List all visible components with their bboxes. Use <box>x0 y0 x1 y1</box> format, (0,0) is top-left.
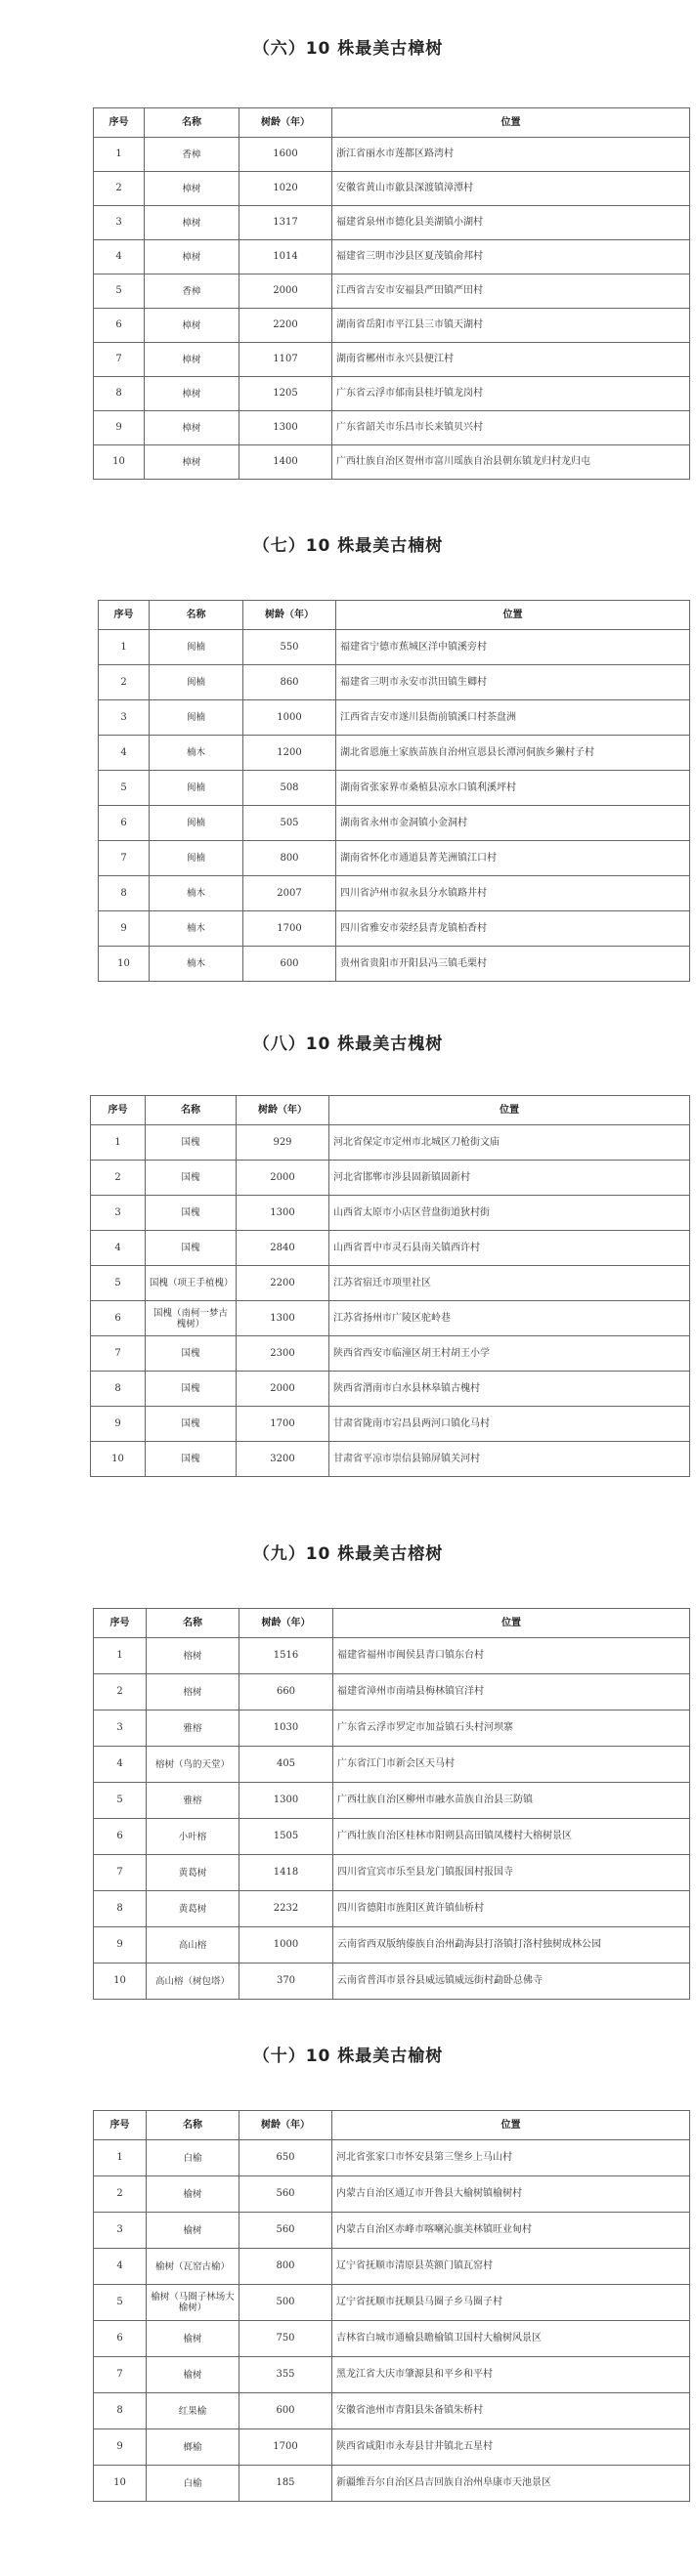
table-row <box>91 1442 690 1477</box>
cell-no: 9 <box>94 1927 147 1964</box>
header-no: 序号 <box>94 1609 147 1638</box>
cell-age: 2000 <box>239 274 332 309</box>
table-row <box>91 1161 690 1196</box>
cell-age: 185 <box>239 2466 332 2502</box>
table-row <box>91 1336 690 1372</box>
cell-no: 1 <box>94 138 145 172</box>
table-row <box>94 138 690 172</box>
cell-no: 6 <box>99 806 150 841</box>
cell-location: 黑龙江省大庆市肇源县和平乡和平村 <box>332 2357 690 2393</box>
header-name: 名称 <box>147 1609 239 1638</box>
table-row <box>94 2466 690 2502</box>
cell-location: 广东省云浮市郁南县桂圩镇龙岗村 <box>332 377 690 411</box>
cell-age: 929 <box>237 1125 329 1161</box>
cell-no: 7 <box>94 2357 147 2393</box>
cell-no: 5 <box>99 771 150 806</box>
cell-no: 6 <box>94 1819 147 1855</box>
cell-no: 6 <box>94 309 145 343</box>
cell-no: 1 <box>99 630 150 665</box>
header-age: 树龄（年） <box>239 1609 333 1638</box>
cell-location: 河北省邯郸市涉县固新镇固新村 <box>329 1161 690 1196</box>
header-location: 位置 <box>332 2111 690 2140</box>
cell-no: 2 <box>94 1674 147 1710</box>
cell-no: 6 <box>94 2321 147 2357</box>
cell-location: 内蒙古自治区通辽市开鲁县大榆树镇榆树村 <box>332 2176 690 2213</box>
cell-location: 福建省福州市闽侯县青口镇东台村 <box>333 1638 690 1674</box>
table-row <box>94 2357 690 2393</box>
cell-name: 樟树 <box>145 445 239 480</box>
cell-name: 国槐 <box>146 1125 237 1161</box>
cell-location: 辽宁省抚顺市抚顺县马圈子乡马圈子村 <box>332 2285 690 2321</box>
cell-no: 4 <box>91 1231 146 1266</box>
header-name: 名称 <box>146 1096 237 1125</box>
table-row <box>91 1407 690 1442</box>
cell-name: 榆树（瓦窑古榆） <box>147 2249 239 2285</box>
cell-name: 榆树 <box>147 2176 239 2213</box>
cell-name: 红果榆 <box>147 2393 239 2429</box>
table-row <box>94 377 690 411</box>
cell-age: 800 <box>239 2249 332 2285</box>
cell-no: 3 <box>94 1710 147 1747</box>
header-location: 位置 <box>333 1609 690 1638</box>
cell-no: 10 <box>91 1442 146 1477</box>
table-row <box>94 1927 690 1964</box>
header-no: 序号 <box>94 108 145 138</box>
cell-location: 福建省三明市永安市洪田镇生卿村 <box>336 665 690 700</box>
cell-location: 山西省晋中市灵石县南关镇西许村 <box>329 1231 690 1266</box>
cell-no: 4 <box>94 2249 147 2285</box>
table-row <box>99 947 690 982</box>
cell-age: 1600 <box>239 138 332 172</box>
phoebe-table <box>98 600 690 982</box>
cell-location: 安徽省池州市青阳县朱备镇朱桥村 <box>332 2393 690 2429</box>
cell-location: 安徽省黄山市歙县深渡镇漳潭村 <box>332 172 690 206</box>
cell-name: 雅榕 <box>147 1710 239 1747</box>
cell-location: 甘肃省陇南市宕昌县两河口镇化马村 <box>329 1407 690 1442</box>
header-location: 位置 <box>332 108 690 138</box>
cell-age: 1107 <box>239 343 332 377</box>
table-row <box>94 2249 690 2285</box>
cell-age: 560 <box>239 2176 332 2213</box>
table-row <box>94 1891 690 1927</box>
table-row <box>99 700 690 736</box>
cell-no: 8 <box>94 2393 147 2429</box>
cell-name: 楠木 <box>150 876 243 911</box>
cell-name: 国槐 <box>146 1196 237 1231</box>
cell-name: 国槐 <box>146 1231 237 1266</box>
cell-location: 甘肃省平凉市崇信县锦屏镇关河村 <box>329 1442 690 1477</box>
cell-name: 国槐 <box>146 1407 237 1442</box>
cell-name: 国槐 <box>146 1372 237 1407</box>
cell-no: 2 <box>94 2176 147 2213</box>
table-row <box>94 2213 690 2249</box>
cell-location: 江苏省扬州市广陵区驼岭巷 <box>329 1301 690 1336</box>
cell-name: 樟树 <box>145 206 239 240</box>
cell-age: 405 <box>239 1747 333 1783</box>
cell-name: 榕树 <box>147 1674 239 1710</box>
cell-age: 560 <box>239 2213 332 2249</box>
cell-no: 5 <box>91 1266 146 1301</box>
cell-location: 贵州省贵阳市开阳县冯三镇毛栗村 <box>336 947 690 982</box>
table-row <box>94 1855 690 1891</box>
section-title: （九）10 株最美古榕树 <box>252 1544 444 1564</box>
cell-location: 陕西省渭南市白水县林皋镇古槐村 <box>329 1372 690 1407</box>
cell-name: 闽楠 <box>150 806 243 841</box>
cell-no: 7 <box>91 1336 146 1372</box>
cell-age: 550 <box>243 630 336 665</box>
cell-age: 860 <box>243 665 336 700</box>
cell-name: 国槐 <box>146 1161 237 1196</box>
cell-no: 7 <box>94 1855 147 1891</box>
cell-age: 600 <box>243 947 336 982</box>
cell-name: 黄葛树 <box>147 1855 239 1891</box>
cell-location: 四川省宜宾市乐至县龙门镇报国村报国寺 <box>333 1855 690 1891</box>
header-age: 树龄（年） <box>239 2111 332 2140</box>
cell-age: 1200 <box>243 736 336 771</box>
cell-no: 10 <box>94 1964 147 2000</box>
section-title: （七）10 株最美古楠树 <box>252 536 444 556</box>
cell-name: 黄葛树 <box>147 1891 239 1927</box>
cell-location: 内蒙古自治区赤峰市喀喇沁旗美林镇旺业甸村 <box>332 2213 690 2249</box>
cell-age: 2300 <box>237 1336 329 1372</box>
cell-age: 1418 <box>239 1855 333 1891</box>
cell-age: 1205 <box>239 377 332 411</box>
header-no: 序号 <box>91 1096 146 1125</box>
cell-name: 楠木 <box>150 911 243 947</box>
cell-location: 广西壮族自治区柳州市融水苗族自治县三防镇 <box>333 1783 690 1819</box>
cell-name: 白榆 <box>147 2466 239 2502</box>
cell-location: 湖南省怀化市通道县菁芜洲镇江口村 <box>336 841 690 876</box>
cell-name: 闽楠 <box>150 665 243 700</box>
cell-age: 508 <box>243 771 336 806</box>
cell-location: 云南省西双版纳傣族自治州勐海县打洛镇打洛村独树成林公园 <box>333 1927 690 1964</box>
cell-name: 白榆 <box>147 2140 239 2176</box>
cell-no: 7 <box>94 343 145 377</box>
cell-age: 3200 <box>237 1442 329 1477</box>
table-body <box>99 630 690 982</box>
table-row <box>94 1710 690 1747</box>
table-body <box>91 1125 690 1477</box>
cell-location: 河北省保定市定州市北城区刀枪街文庙 <box>329 1125 690 1161</box>
cell-no: 2 <box>91 1161 146 1196</box>
cell-no: 2 <box>99 665 150 700</box>
header-age: 树龄（年） <box>239 108 332 138</box>
cell-age: 1400 <box>239 445 332 480</box>
table-body <box>94 1638 690 2000</box>
cell-no: 3 <box>91 1196 146 1231</box>
header-age: 树龄（年） <box>243 601 336 630</box>
cell-no: 9 <box>99 911 150 947</box>
cell-age: 2007 <box>243 876 336 911</box>
table-row <box>94 172 690 206</box>
cell-age: 2000 <box>237 1372 329 1407</box>
table-row <box>94 2321 690 2357</box>
cell-name: 闽楠 <box>150 630 243 665</box>
cell-location: 陕西省西安市临潼区胡王村胡王小学 <box>329 1336 690 1372</box>
cell-no: 8 <box>94 377 145 411</box>
table-row <box>94 1783 690 1819</box>
cell-no: 3 <box>94 2213 147 2249</box>
table-row <box>94 2176 690 2213</box>
cell-location: 湖南省张家界市桑植县凉水口镇利溪坪村 <box>336 771 690 806</box>
table-body <box>94 2140 690 2502</box>
cell-no: 5 <box>94 1783 147 1819</box>
cell-no: 7 <box>99 841 150 876</box>
header-no: 序号 <box>99 601 150 630</box>
cell-location: 福建省漳州市南靖县梅林镇官洋村 <box>333 1674 690 1710</box>
cell-name: 闽楠 <box>150 771 243 806</box>
cell-location: 云南省普洱市景谷县威远镇威远街村勐卧总佛寺 <box>333 1964 690 2000</box>
cell-location: 湖南省郴州市永兴县便江村 <box>332 343 690 377</box>
table-row <box>99 841 690 876</box>
table-row <box>91 1125 690 1161</box>
table-row <box>99 806 690 841</box>
header-name: 名称 <box>150 601 243 630</box>
cell-name: 高山榕（树包塔） <box>147 1964 239 2000</box>
cell-name: 樟树 <box>145 343 239 377</box>
cell-age: 1300 <box>237 1301 329 1336</box>
cell-no: 6 <box>91 1301 146 1336</box>
table-row <box>94 240 690 274</box>
cell-age: 650 <box>239 2140 332 2176</box>
cell-age: 370 <box>239 1964 333 2000</box>
cell-location: 山西省太原市小店区营盘街道狄村街 <box>329 1196 690 1231</box>
cell-age: 750 <box>239 2321 332 2357</box>
cell-location: 浙江省丽水市莲都区路湾村 <box>332 138 690 172</box>
cell-no: 4 <box>94 1747 147 1783</box>
cell-age: 1030 <box>239 1710 333 1747</box>
table-row <box>94 1964 690 2000</box>
cell-name: 樟树 <box>145 240 239 274</box>
cell-location: 福建省泉州市德化县美湖镇小湖村 <box>332 206 690 240</box>
cell-name: 榔榆 <box>147 2429 239 2466</box>
cell-location: 陕西省咸阳市永寿县甘井镇北五星村 <box>332 2429 690 2466</box>
cell-age: 2200 <box>239 309 332 343</box>
cell-no: 10 <box>94 445 145 480</box>
cell-location: 广东省云浮市罗定市加益镇石头村河坝寨 <box>333 1710 690 1747</box>
cell-location: 河北省张家口市怀安县第三堡乡上马山村 <box>332 2140 690 2176</box>
cell-location: 吉林省白城市通榆县瞻榆镇卫国村大榆树风景区 <box>332 2321 690 2357</box>
cell-age: 1014 <box>239 240 332 274</box>
section-title: （十）10 株最美古榆树 <box>252 2047 444 2066</box>
header-name: 名称 <box>145 108 239 138</box>
cell-age: 2840 <box>237 1231 329 1266</box>
table-row <box>91 1372 690 1407</box>
header-location: 位置 <box>336 601 690 630</box>
cell-age: 505 <box>243 806 336 841</box>
elm-table <box>93 2110 690 2502</box>
cell-age: 1700 <box>243 911 336 947</box>
camphor-table <box>93 107 690 480</box>
cell-location: 湖南省岳阳市平江县三市镇天湖村 <box>332 309 690 343</box>
cell-name: 榕树 <box>147 1638 239 1674</box>
table-row <box>94 1819 690 1855</box>
cell-location: 江苏省宿迁市项里社区 <box>329 1266 690 1301</box>
cell-age: 1000 <box>239 1927 333 1964</box>
cell-name: 榕树（鸟的天堂） <box>147 1747 239 1783</box>
header-no: 序号 <box>94 2111 147 2140</box>
cell-name: 榆树（马圈子林场大榆树） <box>147 2285 239 2321</box>
table-row <box>94 2429 690 2466</box>
cell-age: 1300 <box>237 1196 329 1231</box>
sophora-table <box>90 1095 690 1477</box>
cell-no: 2 <box>94 172 145 206</box>
cell-age: 1700 <box>237 1407 329 1442</box>
cell-name: 樟树 <box>145 172 239 206</box>
cell-age: 1700 <box>239 2429 332 2466</box>
cell-name: 闽楠 <box>150 841 243 876</box>
cell-age: 2232 <box>239 1891 333 1927</box>
table-row <box>99 771 690 806</box>
cell-age: 2200 <box>237 1266 329 1301</box>
header-age: 树龄（年） <box>237 1096 329 1125</box>
table-row <box>94 1674 690 1710</box>
cell-name: 国槐 <box>146 1442 237 1477</box>
cell-location: 新疆维吾尔自治区昌吉回族自治州阜康市天池景区 <box>332 2466 690 2502</box>
cell-name: 雅榕 <box>147 1783 239 1819</box>
cell-age: 1300 <box>239 411 332 445</box>
cell-age: 660 <box>239 1674 333 1710</box>
cell-name: 榆树 <box>147 2357 239 2393</box>
cell-name: 樟树 <box>145 377 239 411</box>
table-row <box>94 274 690 309</box>
table-row <box>94 411 690 445</box>
cell-location: 广西壮族自治区贺州市富川瑶族自治县朝东镇龙归村龙归屯 <box>332 445 690 480</box>
header-name: 名称 <box>147 2111 239 2140</box>
table-row <box>94 1747 690 1783</box>
cell-location: 四川省雅安市荥经县青龙镇柏香村 <box>336 911 690 947</box>
cell-age: 1000 <box>243 700 336 736</box>
cell-name: 小叶榕 <box>147 1819 239 1855</box>
cell-location: 辽宁省抚顺市清原县英额门镇瓦窑村 <box>332 2249 690 2285</box>
cell-no: 8 <box>91 1372 146 1407</box>
table-row <box>94 1638 690 1674</box>
cell-age: 1317 <box>239 206 332 240</box>
table-row <box>94 309 690 343</box>
table-row <box>91 1301 690 1336</box>
cell-location: 四川省泸州市叙永县分水镇路井村 <box>336 876 690 911</box>
cell-age: 1020 <box>239 172 332 206</box>
table-row <box>99 665 690 700</box>
cell-no: 3 <box>94 206 145 240</box>
cell-name: 闽楠 <box>150 700 243 736</box>
cell-name: 樟树 <box>145 411 239 445</box>
cell-name: 榆树 <box>147 2213 239 2249</box>
cell-no: 3 <box>99 700 150 736</box>
cell-name: 香樟 <box>145 274 239 309</box>
cell-name: 国槐 <box>146 1336 237 1372</box>
cell-age: 1505 <box>239 1819 333 1855</box>
table-row <box>94 2393 690 2429</box>
header-location: 位置 <box>329 1096 690 1125</box>
cell-no: 1 <box>91 1125 146 1161</box>
table-row <box>91 1196 690 1231</box>
table-row <box>94 2285 690 2321</box>
cell-location: 广西壮族自治区桂林市阳朔县高田镇凤楼村大榕树景区 <box>333 1819 690 1855</box>
cell-no: 5 <box>94 274 145 309</box>
cell-no: 1 <box>94 1638 147 1674</box>
cell-age: 500 <box>239 2285 332 2321</box>
cell-no: 4 <box>99 736 150 771</box>
cell-name: 国槐（项王手植槐） <box>146 1266 237 1301</box>
cell-location: 湖北省恩施土家族苗族自治州宣恩县长潭河侗族乡獭村子村 <box>336 736 690 771</box>
cell-no: 8 <box>94 1891 147 1927</box>
cell-name: 楠木 <box>150 736 243 771</box>
cell-age: 1516 <box>239 1638 333 1674</box>
cell-age: 800 <box>243 841 336 876</box>
cell-no: 10 <box>99 947 150 982</box>
table-row <box>94 2140 690 2176</box>
table-row <box>99 876 690 911</box>
cell-location: 江西省吉安市遂川县衙前镇溪口村茶盘洲 <box>336 700 690 736</box>
cell-no: 1 <box>94 2140 147 2176</box>
cell-name: 高山榕 <box>147 1927 239 1964</box>
table-row <box>94 206 690 240</box>
cell-no: 9 <box>94 411 145 445</box>
cell-no: 9 <box>91 1407 146 1442</box>
section-title: （六）10 株最美古樟树 <box>252 39 444 59</box>
cell-no: 8 <box>99 876 150 911</box>
table-row <box>91 1266 690 1301</box>
table-row <box>94 343 690 377</box>
banyan-table <box>93 1608 690 2000</box>
section-title: （八）10 株最美古槐树 <box>252 1035 444 1054</box>
table-row <box>99 736 690 771</box>
cell-location: 福建省三明市沙县区夏茂镇俞邦村 <box>332 240 690 274</box>
cell-location: 福建省宁德市蕉城区洋中镇溪旁村 <box>336 630 690 665</box>
cell-no: 10 <box>94 2466 147 2502</box>
cell-no: 5 <box>94 2285 147 2321</box>
table-row <box>99 630 690 665</box>
cell-age: 2000 <box>237 1161 329 1196</box>
table-row <box>94 445 690 480</box>
cell-location: 湖南省永州市金洞镇小金洞村 <box>336 806 690 841</box>
cell-location: 江西省吉安市安福县严田镇严田村 <box>332 274 690 309</box>
cell-age: 1300 <box>239 1783 333 1819</box>
cell-name: 樟树 <box>145 309 239 343</box>
table-row <box>99 911 690 947</box>
cell-name: 楠木 <box>150 947 243 982</box>
cell-location: 广东省江门市新会区天马村 <box>333 1747 690 1783</box>
cell-age: 355 <box>239 2357 332 2393</box>
table-body <box>94 138 690 480</box>
cell-name: 榆树 <box>147 2321 239 2357</box>
table-row <box>91 1231 690 1266</box>
cell-location: 广东省韶关市乐昌市长来镇贝兴村 <box>332 411 690 445</box>
cell-location: 四川省德阳市旌阳区黄许镇仙桥村 <box>333 1891 690 1927</box>
cell-no: 9 <box>94 2429 147 2466</box>
cell-age: 600 <box>239 2393 332 2429</box>
cell-name: 国槐（南柯一梦古槐树） <box>146 1301 237 1336</box>
cell-name: 香樟 <box>145 138 239 172</box>
cell-no: 4 <box>94 240 145 274</box>
